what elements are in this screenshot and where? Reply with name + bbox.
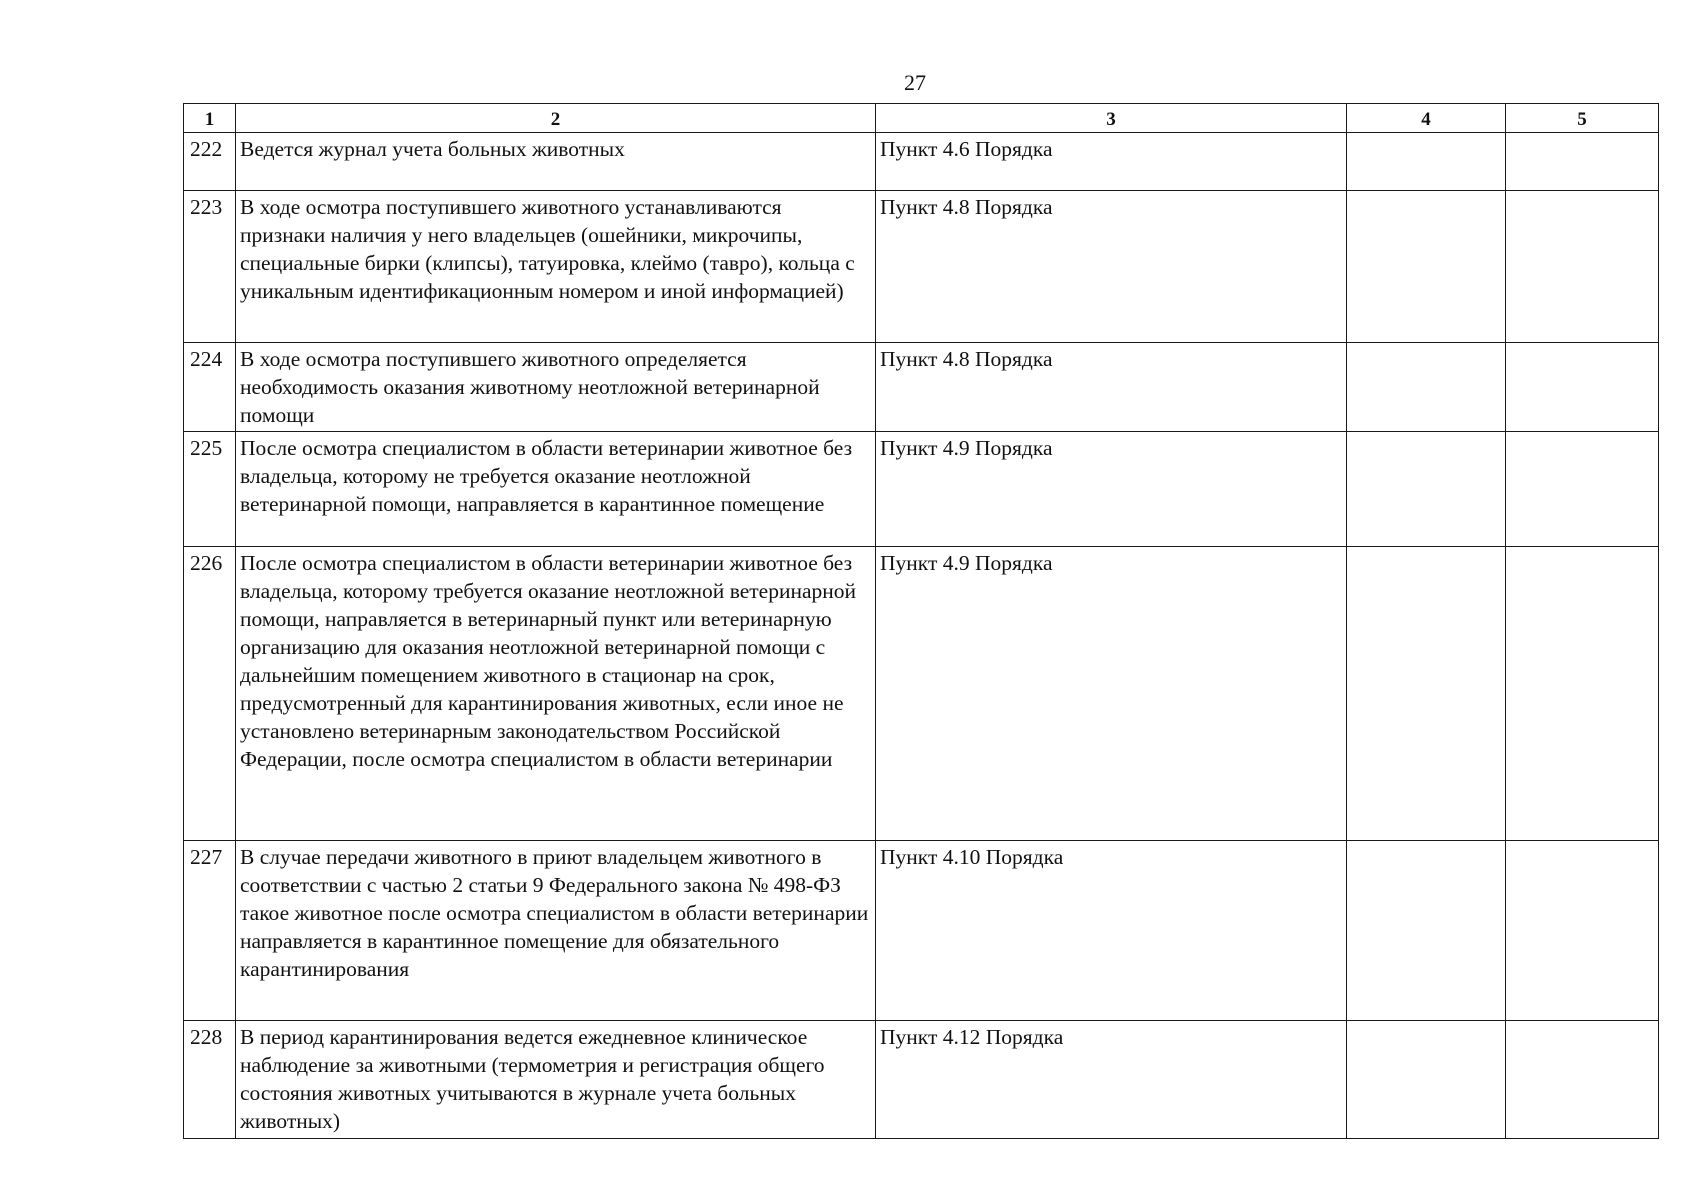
- reference-text: Пункт 4.10 Порядка: [876, 841, 1347, 1021]
- requirement-text: В ходе осмотра поступившего животного определяется необходимость оказания животному неотложной ветеринарной помощи: [236, 343, 876, 432]
- checklist-table: [183, 103, 1659, 1139]
- col5-cell: [1506, 547, 1659, 841]
- col5-cell: [1506, 432, 1659, 547]
- row-number: 224: [184, 343, 236, 432]
- header-row: [184, 104, 1659, 133]
- col4-cell: [1347, 547, 1506, 841]
- col4-cell: [1347, 432, 1506, 547]
- col4-cell: [1347, 841, 1506, 1021]
- requirement-text: В случае передачи животного в приют владельцем животного в соответствии с частью 2 статьи 9 Федерального закона № 498-ФЗ такое животное после осмотра специалистом в области ветеринарии направляется в карантинное помещение для обязательного карантинирования: [236, 841, 876, 1021]
- reference-text: Пункт 4.8 Порядка: [876, 343, 1347, 432]
- row-number: 222: [184, 133, 236, 191]
- row-number: 228: [184, 1021, 236, 1139]
- requirement-text: В ходе осмотра поступившего животного устанавливаются признаки наличия у него владельцев (ошейники, микрочипы, специальные бирки (клипсы), татуировка, клеймо (тавро), кольца с уникальным идентификационным номером и иной информацией): [236, 191, 876, 343]
- requirement-text: Ведется журнал учета больных животных: [236, 133, 876, 191]
- reference-text: Пункт 4.6 Порядка: [876, 133, 1347, 191]
- col5-cell: [1506, 343, 1659, 432]
- table-row: [184, 1021, 1659, 1139]
- col5-cell: [1506, 133, 1659, 191]
- row-number: 227: [184, 841, 236, 1021]
- col5-cell: [1506, 191, 1659, 343]
- col5-cell: [1506, 841, 1659, 1021]
- table-row: [184, 191, 1659, 343]
- header-col-4: 4: [1347, 104, 1506, 133]
- reference-text: Пункт 4.8 Порядка: [876, 191, 1347, 343]
- reference-text: Пункт 4.12 Порядка: [876, 1021, 1347, 1139]
- table-row: [184, 547, 1659, 841]
- requirement-text: После осмотра специалистом в области ветеринарии животное без владельца, которому требуется оказание неотложной ветеринарной помощи, направляется в ветеринарный пункт или ветеринарную организацию для оказания неотложной ветеринарной помощи с дальнейшим помещением животного в стационар на срок, предусмотренный для карантинирования животных, если иное не установлено ветеринарным законодательством Российской Федерации, после осмотра специалистом в области ветеринарии: [236, 547, 876, 841]
- table-row: [184, 432, 1659, 547]
- table-row: [184, 343, 1659, 432]
- reference-text: Пункт 4.9 Порядка: [876, 432, 1347, 547]
- col5-cell: [1506, 1021, 1659, 1139]
- header-col-2: 2: [236, 104, 876, 133]
- table-row: [184, 841, 1659, 1021]
- requirement-text: После осмотра специалистом в области ветеринарии животное без владельца, которому не требуется оказание неотложной ветеринарной помощи, направляется в карантинное помещение: [236, 432, 876, 547]
- row-number: 223: [184, 191, 236, 343]
- col4-cell: [1347, 343, 1506, 432]
- header-col-3: 3: [876, 104, 1347, 133]
- header-col-1: 1: [184, 104, 236, 133]
- col4-cell: [1347, 133, 1506, 191]
- header-col-5: 5: [1506, 104, 1659, 133]
- requirement-text: В период карантинирования ведется ежедневное клиническое наблюдение за животными (термометрия и регистрация общего состояния животных учитываются в журнале учета больных животных): [236, 1021, 876, 1139]
- table-row: [184, 133, 1659, 191]
- col4-cell: [1347, 1021, 1506, 1139]
- col4-cell: [1347, 191, 1506, 343]
- reference-text: Пункт 4.9 Порядка: [876, 547, 1347, 841]
- page-number: 27: [904, 70, 926, 95]
- row-number: 226: [184, 547, 236, 841]
- row-number: 225: [184, 432, 236, 547]
